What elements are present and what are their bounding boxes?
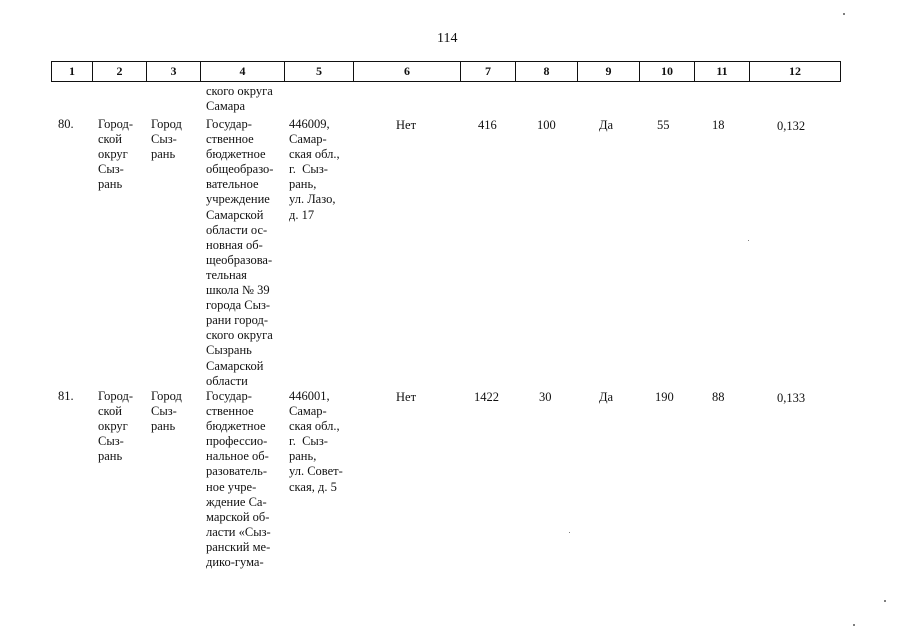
column-header-10: 10	[640, 62, 695, 82]
column-header-6: 6	[354, 62, 461, 82]
scan-speck	[748, 240, 749, 241]
col7-cell: 1422	[474, 390, 499, 404]
col11-cell: 88	[712, 390, 725, 404]
row-number: 80.	[58, 117, 74, 131]
column-header-7: 7	[461, 62, 516, 82]
col11-cell: 18	[712, 118, 725, 132]
city-cell: Город Сыз- рань	[151, 389, 182, 434]
column-header-9: 9	[578, 62, 640, 82]
col12-cell: 0,132	[777, 119, 806, 133]
scan-speck	[843, 13, 845, 15]
column-header-8: 8	[516, 62, 578, 82]
col8-cell: 30	[539, 390, 552, 404]
address-cell: 446009, Самар- ская обл., г. Сыз- рань, ул. Лазо, д. 17	[289, 117, 340, 222]
column-header-2: 2	[93, 62, 147, 82]
column-header-11: 11	[695, 62, 750, 82]
col6-cell: Нет	[396, 118, 417, 132]
scan-speck	[853, 624, 855, 626]
col10-cell: 190	[655, 390, 674, 404]
row-number: 81.	[58, 389, 74, 403]
institution-cell: Государ- ственное бюджетное общеобразо- вательное учреждение Самарской области ос- новная об- щеобразова- тельная школа № 39 города Сыз- рани город- ского округа Сызрань Самарской области	[206, 117, 274, 388]
page-number: 114	[437, 31, 458, 46]
scan-speck	[569, 532, 570, 533]
city-cell: Город Сыз- рань	[151, 117, 182, 162]
col6-cell: Нет	[396, 390, 417, 404]
continuation-text: ского округа Самара	[206, 84, 273, 114]
scan-speck	[884, 600, 886, 602]
col12-cell: 0,133	[777, 391, 806, 405]
column-header-5: 5	[285, 62, 354, 82]
col8-cell: 100	[537, 118, 556, 132]
col7-cell: 416	[478, 118, 497, 132]
col10-cell: 55	[657, 118, 670, 132]
col9-cell: Да	[599, 118, 614, 132]
column-header-12: 12	[750, 62, 841, 82]
column-header-row	[51, 61, 841, 82]
column-header-3: 3	[147, 62, 201, 82]
column-header-1: 1	[52, 62, 93, 82]
district-cell: Город- ской округ Сыз- рань	[98, 117, 134, 192]
institution-cell: Государ- ственное бюджетное профессио- нальное об- разователь- ное учре- ждение Са- марской об- ласти «Сыз- ранский ме- дико-гума-	[206, 389, 271, 570]
district-cell: Город- ской округ Сыз- рань	[98, 389, 134, 464]
column-header-4: 4	[201, 62, 285, 82]
address-cell: 446001, Самар- ская обл., г. Сыз- рань, ул. Совет- ская, д. 5	[289, 389, 343, 494]
col9-cell: Да	[599, 390, 614, 404]
